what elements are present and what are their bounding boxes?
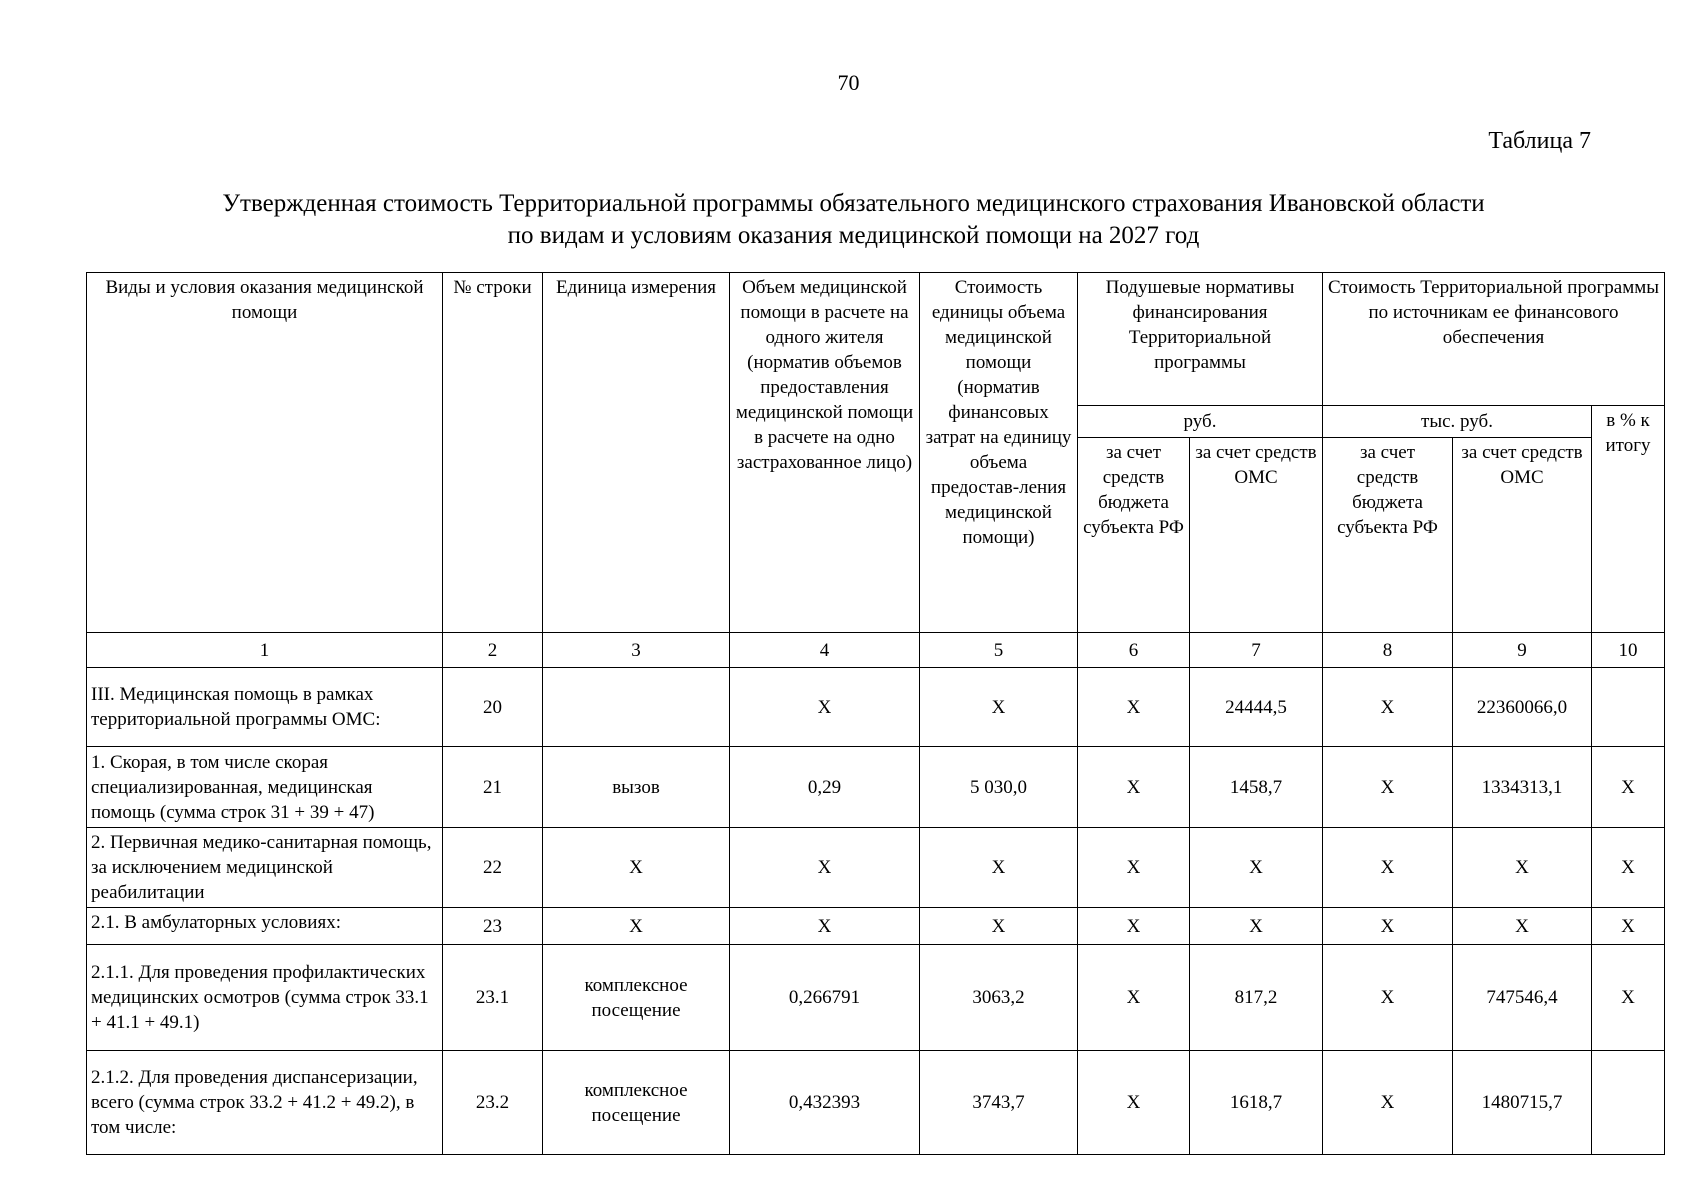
row-per-capita-oms: 1618,7	[1190, 1051, 1323, 1155]
column-number: 2	[443, 633, 543, 668]
row-number: 22	[443, 828, 543, 908]
row-percent	[1592, 1051, 1665, 1155]
row-per-capita-oms: 24444,5	[1190, 668, 1323, 747]
column-number: 1	[87, 633, 443, 668]
table-row	[87, 747, 1665, 828]
row-name: 2.1. В амбулаторных условиях:	[87, 908, 443, 945]
row-total-budget: X	[1323, 828, 1453, 908]
header-unit-rub: руб.	[1078, 406, 1323, 438]
cost-table	[86, 272, 1665, 1155]
row-number: 20	[443, 668, 543, 747]
table-label: Таблица 7	[1488, 128, 1591, 154]
header-unit-thousand-rub: тыс. руб.	[1323, 406, 1592, 438]
row-unit: X	[543, 908, 730, 945]
row-unit-cost: 3063,2	[920, 945, 1078, 1051]
row-unit-cost: X	[920, 908, 1078, 945]
row-percent	[1592, 668, 1665, 747]
row-number: 21	[443, 747, 543, 828]
document-title	[80, 188, 1627, 252]
row-total-oms: 1334313,1	[1453, 747, 1592, 828]
row-per-capita-oms: 1458,7	[1190, 747, 1323, 828]
header-total-budget: за счет средств бюджета субъекта РФ	[1323, 438, 1453, 633]
row-total-oms: X	[1453, 828, 1592, 908]
table-row	[87, 908, 1665, 945]
column-number: 3	[543, 633, 730, 668]
row-total-oms: X	[1453, 908, 1592, 945]
header-volume: Объем медицинской помощи в расчете на одного жителя (норматив объемов предоставления медицинской помощи в расчете на одно застрахованное лицо)	[730, 273, 920, 633]
row-total-budget: X	[1323, 747, 1453, 828]
header-per-capita-budget: за счет средств бюджета субъекта РФ	[1078, 438, 1190, 633]
header-total-oms: за счет средств ОМС	[1453, 438, 1592, 633]
row-total-oms: 22360066,0	[1453, 668, 1592, 747]
row-unit: комплексное посещение	[543, 945, 730, 1051]
row-per-capita-oms: X	[1190, 908, 1323, 945]
header-per-capita-oms: за счет средств ОМС	[1190, 438, 1323, 633]
row-total-budget: X	[1323, 908, 1453, 945]
row-percent: X	[1592, 747, 1665, 828]
row-per-capita-oms: 817,2	[1190, 945, 1323, 1051]
row-unit-cost: 3743,7	[920, 1051, 1078, 1155]
row-per-capita-budget: X	[1078, 908, 1190, 945]
column-number: 5	[920, 633, 1078, 668]
row-name: 2.1.1. Для проведения профилактических медицинских осмотров (сумма строк 33.1 + 41.1 + 49.1)	[87, 945, 443, 1051]
header-unit-cost: Стоимость единицы объема медицинской помощи (норматив финансовых затрат на единицу объема предостав-ления медицинской помощи)	[920, 273, 1078, 633]
row-name: 1. Скорая, в том числе скорая специализированная, медицинская помощь (сумма строк 31 + 39 + 47)	[87, 747, 443, 828]
page-number: 70	[837, 70, 860, 95]
column-number: 9	[1453, 633, 1592, 668]
row-volume: X	[730, 828, 920, 908]
row-volume: X	[730, 908, 920, 945]
row-unit-cost: X	[920, 668, 1078, 747]
row-number: 23	[443, 908, 543, 945]
row-name: III. Медицинская помощь в рамках территориальной программы ОМС:	[87, 668, 443, 747]
row-unit: вызов	[543, 747, 730, 828]
header-kind: Виды и условия оказания медицинской помощи	[87, 273, 443, 633]
row-volume: X	[730, 668, 920, 747]
column-number: 7	[1190, 633, 1323, 668]
row-total-budget: X	[1323, 668, 1453, 747]
header-percent: в % к итогу	[1592, 406, 1665, 633]
row-volume: 0,266791	[730, 945, 920, 1051]
row-per-capita-budget: X	[1078, 945, 1190, 1051]
table-row	[87, 1051, 1665, 1155]
row-number: 23.1	[443, 945, 543, 1051]
row-per-capita-budget: X	[1078, 1051, 1190, 1155]
title-line-2: по видам и условиям оказания медицинской помощи на 2027 год	[507, 222, 1200, 249]
row-unit: X	[543, 828, 730, 908]
table-row	[87, 945, 1665, 1051]
header-row-number: № строки	[443, 273, 543, 633]
row-name: 2. Первичная медико-санитарная помощь, за исключением медицинской реабилитации	[87, 828, 443, 908]
row-name: 2.1.2. Для проведения диспансеризации, всего (сумма строк 33.2 + 41.2 + 49.2), в том числе:	[87, 1051, 443, 1155]
header-unit: Единица измерения	[543, 273, 730, 633]
row-volume: 0,432393	[730, 1051, 920, 1155]
column-number-row	[87, 633, 1665, 668]
row-total-budget: X	[1323, 1051, 1453, 1155]
row-percent: X	[1592, 908, 1665, 945]
column-number: 4	[730, 633, 920, 668]
header-total-group: Стоимость Территориальной программы по источникам ее финансового обеспечения	[1323, 273, 1665, 406]
row-volume: 0,29	[730, 747, 920, 828]
row-unit	[543, 668, 730, 747]
header-per-capita-group: Подушевые нормативы финансирования Территориальной программы	[1078, 273, 1323, 406]
row-percent: X	[1592, 828, 1665, 908]
row-total-oms: 1480715,7	[1453, 1051, 1592, 1155]
column-number: 8	[1323, 633, 1453, 668]
row-per-capita-budget: X	[1078, 828, 1190, 908]
row-per-capita-budget: X	[1078, 668, 1190, 747]
row-per-capita-budget: X	[1078, 747, 1190, 828]
row-unit-cost: 5 030,0	[920, 747, 1078, 828]
row-percent: X	[1592, 945, 1665, 1051]
table-row	[87, 668, 1665, 747]
title-line-1: Утвержденная стоимость Территориальной программы обязательного медицинского страхования Ивановской области	[222, 190, 1485, 217]
column-number: 6	[1078, 633, 1190, 668]
row-unit-cost: X	[920, 828, 1078, 908]
row-unit: комплексное посещение	[543, 1051, 730, 1155]
row-number: 23.2	[443, 1051, 543, 1155]
row-per-capita-oms: X	[1190, 828, 1323, 908]
table-row	[87, 828, 1665, 908]
row-total-budget: X	[1323, 945, 1453, 1051]
row-total-oms: 747546,4	[1453, 945, 1592, 1051]
column-number: 10	[1592, 633, 1665, 668]
